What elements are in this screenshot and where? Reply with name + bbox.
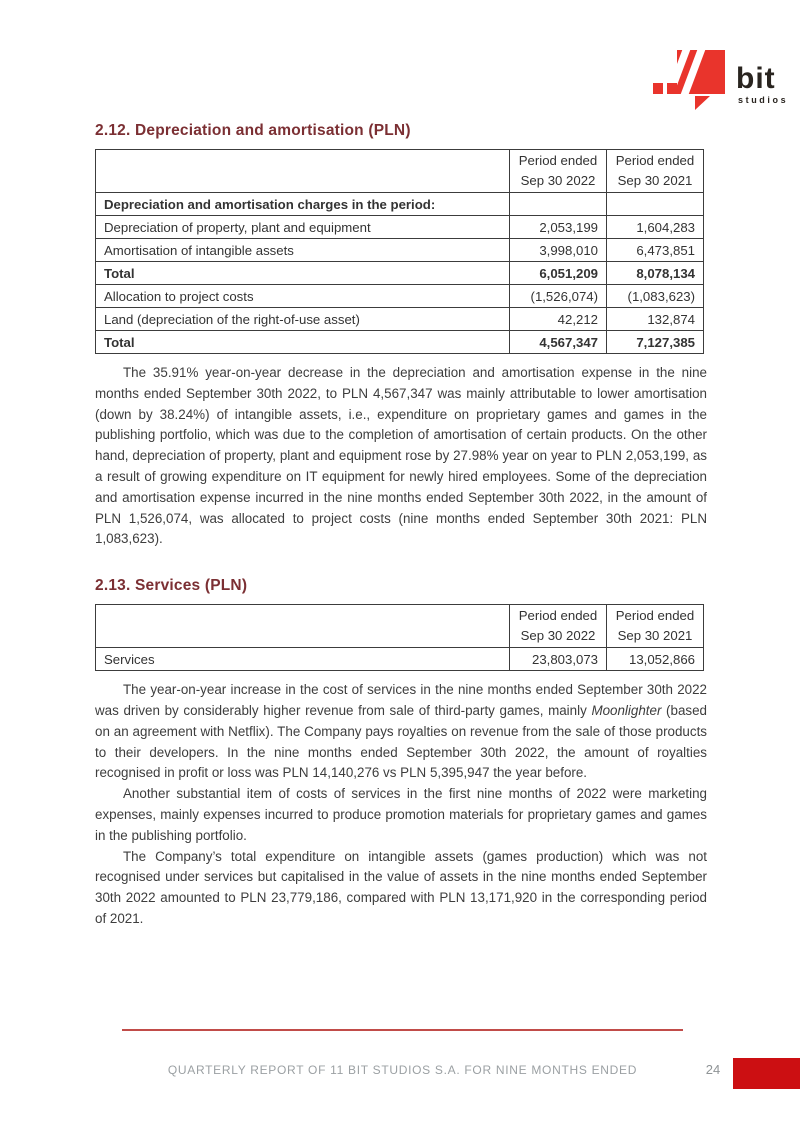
period-date: Sep 30 2022	[520, 628, 596, 644]
logo-wordmark	[736, 62, 789, 105]
table-row	[96, 193, 704, 216]
row-value-2022: 4,567,347	[510, 331, 607, 354]
company-logo	[653, 50, 788, 115]
table-row	[96, 648, 704, 671]
row-value-2021: (1,083,623)	[607, 285, 704, 308]
logo-11bit-icon	[653, 50, 731, 115]
footer-red-rectangle	[733, 1058, 800, 1089]
table-row	[96, 285, 704, 308]
row-value-2022: 6,051,209	[510, 262, 607, 285]
document-content	[95, 122, 707, 930]
table-row	[96, 216, 704, 239]
logo-word-studios: studios	[738, 95, 789, 105]
header-period-2022	[510, 150, 607, 193]
row-value-2022	[510, 193, 607, 216]
text-segment: (based on an agreement with Netflix). The Company pays royalties on revenue from the sale of those products to their developers. In the nine months ended September 30th 2022, the amount of royalties recognised in profit or loss was PLN 14,140,276 vs PLN 5,395,947 the year before.	[95, 702, 708, 781]
header-period-2022	[510, 605, 607, 648]
section-heading-2-12: 2.12. Depreciation and amortisation (PLN)	[95, 122, 411, 139]
section-heading-2-13: 2.13. Services (PLN)	[95, 577, 248, 595]
table-header-row	[96, 605, 704, 648]
row-label: Depreciation and amortisation charges in the period:	[96, 193, 510, 216]
row-value-2021: 1,604,283	[607, 216, 704, 239]
row-value-2021: 8,078,134	[607, 262, 704, 285]
header-period-2021	[607, 605, 704, 648]
row-value-2022: 23,803,073	[510, 648, 607, 671]
row-value-2022: 42,212	[510, 308, 607, 331]
row-value-2021	[607, 193, 704, 216]
text-segment: The year-on-year increase in the cost of services in the nine months ended September 30th 2022 was driven by considerably higher revenue from sale of third-party games, mainly	[95, 682, 707, 718]
row-label: Depreciation of property, plant and equipment	[96, 216, 510, 239]
period-date: Sep 30 2021	[617, 173, 693, 188]
row-value-2022: (1,526,074)	[510, 285, 607, 308]
row-label: Services	[96, 648, 510, 671]
period-date: Sep 30 2021	[617, 628, 693, 644]
period-date: Sep 30 2022	[520, 173, 596, 188]
row-value-2021: 13,052,866	[607, 648, 704, 671]
table-row-total	[96, 262, 704, 285]
table-row	[96, 308, 704, 331]
period-label: Period ended	[518, 608, 598, 624]
row-value-2022: 3,998,010	[510, 239, 607, 262]
footer-report-title: QUARTERLY REPORT OF 11 BIT STUDIOS S.A. FOR NINE MONTHS ENDED	[167, 1063, 638, 1077]
row-value-2021: 7,127,385	[607, 331, 704, 354]
paragraph-services-commentary-2: Another substantial item of costs of services in the first nine months of 2022 were marketing expenses, mainly expenses incurred to produce promotion materials for proprietary games and games in the publishing portfolio.	[95, 786, 707, 843]
header-period-2021	[607, 150, 704, 193]
depreciation-table	[95, 149, 704, 354]
services-table	[95, 604, 704, 671]
header-empty-cell	[96, 605, 510, 648]
header-empty-cell	[96, 150, 510, 193]
row-label: Total	[96, 262, 510, 285]
table-row-total	[96, 331, 704, 354]
period-label: Period ended	[518, 153, 598, 168]
period-label: Period ended	[615, 153, 695, 168]
page-number: 24	[705, 1062, 721, 1077]
paragraph-services-commentary-1	[95, 680, 707, 784]
paragraph-services-commentary-3: The Company’s total expenditure on intangible assets (games production) which was not recognised under services but capitalised in the value of assets in the nine months ended September 30th 2022 amounted to PLN 23,779,186, compared with PLN 13,171,920 in the corresponding period of 2021.	[95, 848, 707, 926]
row-label: Allocation to project costs	[96, 285, 510, 308]
paragraph-depreciation-commentary: The 35.91% year-on-year decrease in the depreciation and amortisation expense in the nine months ended September 30th 2022, to PLN 4,567,347 was mainly attributable to lower amortisation (down by 38.24%) of intangible assets, i.e., expenditure on proprietary games and games in the publishing portfolio, which was due to the completion of amortisation of certain products. On the other hand, depreciation of property, plant and equipment rose by 27.98% year on year to PLN 2,053,199, as a result of growing expenditure on IT equipment for newly hired employees. Some of the depreciation and amortisation expense incurred in the nine months ended September 30th 2022, in the amount of PLN 1,526,074, was allocated to project costs (nine months ended September 30th 2021: PLN 1,083,623).	[95, 365, 707, 547]
row-value-2021: 132,874	[607, 308, 704, 331]
period-label: Period ended	[615, 608, 695, 624]
table-header-row	[96, 150, 704, 193]
row-label: Total	[96, 331, 510, 354]
footer-divider-line	[122, 1029, 683, 1031]
game-title-italic: Moonlighter	[591, 702, 662, 718]
table-row	[96, 239, 704, 262]
row-label: Land (depreciation of the right-of-use asset)	[96, 308, 510, 331]
row-label: Amortisation of intangible assets	[96, 239, 510, 262]
row-value-2022: 2,053,199	[510, 216, 607, 239]
row-value-2021: 6,473,851	[607, 239, 704, 262]
logo-word-bit: bit	[736, 62, 776, 95]
